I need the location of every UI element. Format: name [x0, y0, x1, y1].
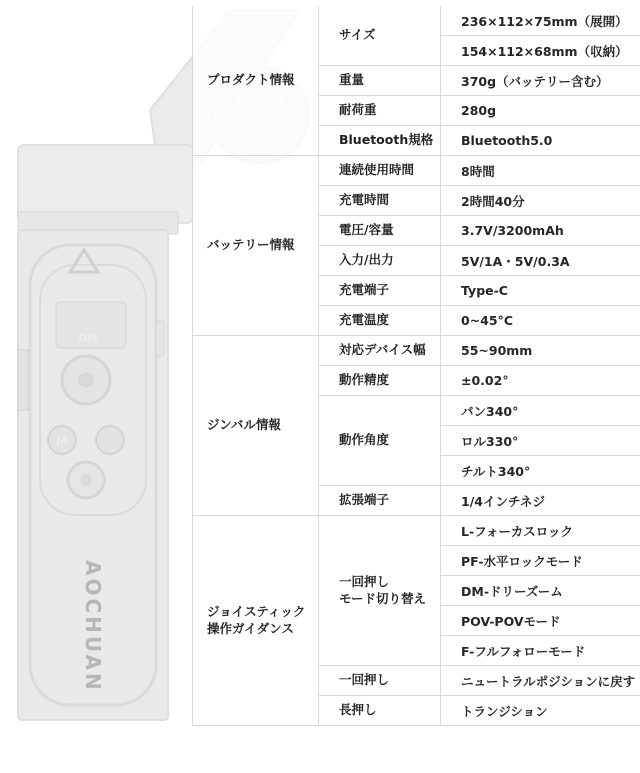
category-product: プロダクト情報	[193, 6, 319, 156]
spec-value-port: Type-C	[441, 276, 640, 306]
spec-value-long-press: トランジション	[441, 696, 640, 726]
spec-value-roll: ロル330°	[441, 426, 640, 456]
spec-value-payload: 280g	[441, 96, 640, 126]
spec-value-mode-pov: POV-POVモード	[441, 606, 640, 636]
spec-key-payload: 耐荷重	[319, 96, 441, 126]
spec-key-weight: 重量	[319, 66, 441, 96]
spec-table	[192, 6, 640, 726]
spec-value-voltage: 3.7V/3200mAh	[441, 216, 640, 246]
spec-value-charge-temp: 0~45°C	[441, 306, 640, 336]
table-row	[193, 516, 640, 546]
spec-key-port: 充電端子	[319, 276, 441, 306]
spec-key-charge-temp: 充電温度	[319, 306, 441, 336]
spec-key-precision: 動作精度	[319, 366, 441, 396]
spec-value-extension: 1/4インチネジ	[441, 486, 640, 516]
spec-value-runtime: 8時間	[441, 156, 640, 186]
table-row	[193, 6, 640, 36]
spec-value-bluetooth: Bluetooth5.0	[441, 126, 640, 156]
spec-key-charge-time: 充電時間	[319, 186, 441, 216]
spec-key-runtime: 連続使用時間	[319, 156, 441, 186]
brand-text: AOCHUAN	[81, 560, 105, 693]
spec-value-pan: パン340°	[441, 396, 640, 426]
spec-value-single-press: ニュートラルポジションに戻す	[441, 666, 640, 696]
category-gimbal: ジンバル情報	[193, 336, 319, 516]
category-joystick: ジョイスティック 操作ガイダンス	[193, 516, 319, 726]
spec-key-long-press: 長押し	[319, 696, 441, 726]
spec-key-io: 入力/出力	[319, 246, 441, 276]
spec-value-charge-time: 2時間40分	[441, 186, 640, 216]
spec-key-extension: 拡張端子	[319, 486, 441, 516]
spec-value-size-expanded: 236×112×75mm（展開）	[441, 6, 640, 36]
spec-value-precision: ±0.02°	[441, 366, 640, 396]
m-badge: M	[56, 434, 68, 448]
spec-key-bluetooth: Bluetooth規格	[319, 126, 441, 156]
spec-key-mode-switch: 一回押し モード切り替え	[319, 516, 441, 666]
table-row	[193, 336, 640, 366]
spec-value-mode-pf: PF-水平ロックモード	[441, 546, 640, 576]
spec-key-angle: 動作角度	[319, 396, 441, 486]
spec-value-tilt: チルト340°	[441, 456, 640, 486]
spec-value-device-width: 55~90mm	[441, 336, 640, 366]
spec-value-weight: 370g（バッテリー含む）	[441, 66, 640, 96]
spec-key-size: サイズ	[319, 6, 441, 66]
table-row	[193, 156, 640, 186]
category-battery: バッテリー情報	[193, 156, 319, 336]
spec-key-device-width: 対応デバイス幅	[319, 336, 441, 366]
spec-key-voltage: 電圧/容量	[319, 216, 441, 246]
spec-key-single-press: 一回押し	[319, 666, 441, 696]
spec-value-io: 5V/1A・5V/0.3A	[441, 246, 640, 276]
spec-value-mode-l: L-フォーカスロック	[441, 516, 640, 546]
spec-value-mode-f: F-フルフォローモード	[441, 636, 640, 666]
dm-badge: DM	[78, 332, 99, 345]
spec-value-size-folded: 154×112×68mm（収納）	[441, 36, 640, 66]
spec-value-mode-dm: DM-ドリーズーム	[441, 576, 640, 606]
